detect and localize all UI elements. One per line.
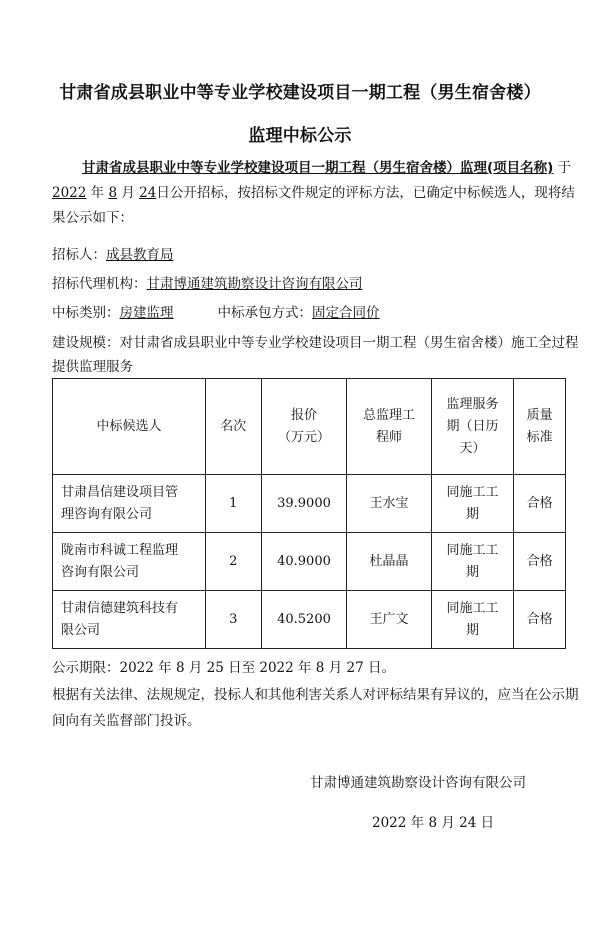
scale-label: 建设规模： <box>52 335 120 351</box>
cell-service-period: 同施工工 期 <box>431 475 514 533</box>
category-value: 房建监理 <box>119 305 174 321</box>
header-rank: 名次 <box>206 379 261 475</box>
cell-candidate: 甘肃昌信建设项目管 理咨询有限公司 <box>53 475 206 533</box>
cell-quality: 合格 <box>514 591 566 649</box>
results-table <box>52 378 566 649</box>
intro-year-unit: 年 <box>90 185 105 201</box>
page-title: 甘肃省成县职业中等专业学校建设项目一期工程（男生宿舍楼） <box>59 83 541 103</box>
cell-rank: 2 <box>206 533 261 591</box>
cell-service-period: 同施工工 期 <box>431 591 514 649</box>
intro-day: 24 <box>139 185 157 201</box>
agency-line <box>52 273 363 295</box>
cell-price: 39.9000 <box>261 475 347 533</box>
cell-price: 40.9000 <box>261 533 347 591</box>
cell-supervisor: 杜晶晶 <box>347 533 431 591</box>
intro-year: 2022 <box>52 185 87 201</box>
agency-label: 招标代理机构： <box>52 276 147 292</box>
table-row <box>53 533 566 591</box>
contract-value: 固定合同价 <box>312 305 380 321</box>
header-candidate: 中标候选人 <box>53 379 206 475</box>
cell-rank: 3 <box>206 591 261 649</box>
scale-value: 对甘肃省成县职业中等专业学校建设项目一期工程（男生宿舍楼）施工全过程提供监理服务 <box>52 335 579 375</box>
table-row <box>53 591 566 649</box>
publicity-period: 公示期限：2022 年 8 月 25 日至 2022 年 8 月 27 日。 <box>52 660 395 676</box>
category-label: 中标类别： <box>52 305 120 321</box>
agency-value: 甘肃博通建筑勘察设计咨询有限公司 <box>146 276 363 292</box>
project-name: 甘肃省成县职业中等专业学校建设项目一期工程（男生宿舍楼）监理(项目名称) <box>82 160 554 176</box>
intro-text-b: 日公开招标，按招标文件规定的评标方法，已确定中标候选人，现将结果公示如下： <box>52 185 575 226</box>
table-header-row <box>53 379 566 475</box>
intro-month-unit: 月 <box>121 185 135 201</box>
signature-organization: 甘肃博通建筑勘察设计咨询有限公司 <box>310 775 526 791</box>
header-quality: 质量 标准 <box>514 379 566 475</box>
cell-candidate: 陇南市科诚工程监理 咨询有限公司 <box>53 533 206 591</box>
cell-candidate: 甘肃信德建筑科技有 限公司 <box>53 591 206 649</box>
cell-price: 40.5200 <box>261 591 347 649</box>
cell-service-period: 同施工工 期 <box>431 533 514 591</box>
page-subtitle: 监理中标公示 <box>248 126 352 146</box>
tenderer-value: 成县教育局 <box>106 247 174 263</box>
cell-quality: 合格 <box>514 475 566 533</box>
header-supervisor: 总监理工 程师 <box>347 379 431 475</box>
category-line <box>52 302 380 324</box>
objection-note: 根据有关法律、法规规定，投标人和其他利害关系人对评标结果有异议的，应当在公示期间向有关监督部门投诉。 <box>52 687 579 729</box>
intro-paragraph <box>52 156 578 231</box>
intro-text-a: 于 <box>557 160 572 176</box>
contract-label: 中标承包方式： <box>217 305 312 321</box>
cell-supervisor: 王水宝 <box>347 475 431 533</box>
table-row <box>53 475 566 533</box>
cell-supervisor: 王广文 <box>347 591 431 649</box>
cell-quality: 合格 <box>514 533 566 591</box>
signature-date: 2022 年 8 月 24 日 <box>372 815 495 831</box>
header-service-period: 监理服务 期（日历 天） <box>431 379 514 475</box>
tenderer-label: 招标人： <box>52 247 106 263</box>
tenderer-line <box>52 244 174 266</box>
intro-month: 8 <box>108 185 118 201</box>
cell-rank: 1 <box>206 475 261 533</box>
scale-line <box>52 331 582 379</box>
header-price: 报价 （万元） <box>261 379 347 475</box>
